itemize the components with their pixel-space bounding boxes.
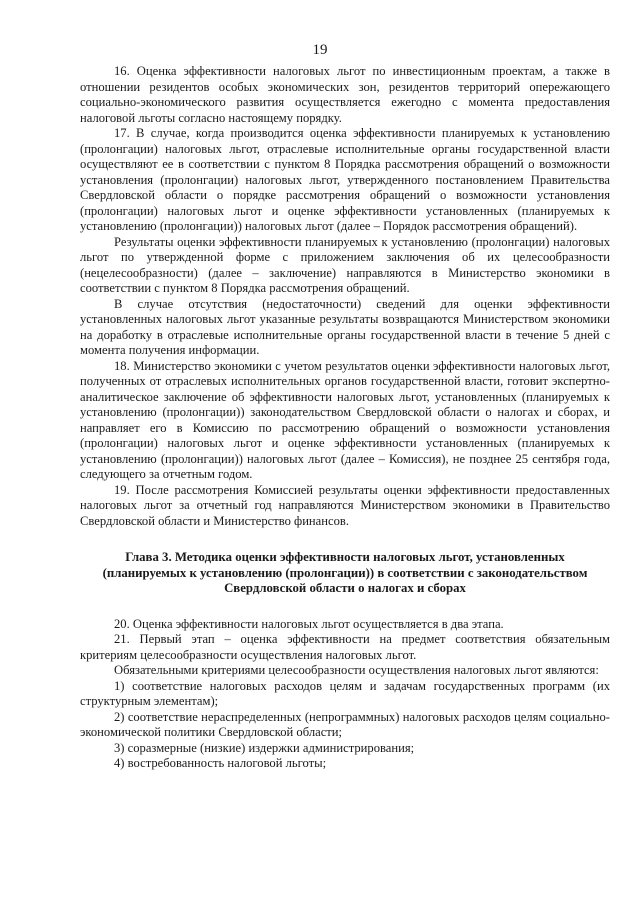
paragraph-evaluation-results: Результаты оценки эффективности планируемых к установлению (пролонгации) налоговых льгот по утвержденной форме с приложением заключения об их целесообразности (нецелесообразности) (далее – заключение) направляются в Министерство экономики в соответствии с пунктом 8 Порядка рассмотрения обращений. (80, 234, 610, 295)
document-body (80, 64, 610, 772)
page-number: 19 (312, 42, 328, 58)
criterion-item-4: 4) востребованность налоговой льготы; (114, 756, 327, 770)
paragraph-criteria-intro: Обязательными критериями целесообразности осуществления налоговых льгот являются: (114, 663, 599, 677)
criterion-item-2: 2) соответствие нераспределенных (непрограммных) налоговых расходов целям социально-экономической политики Свердловской области; (80, 709, 610, 739)
paragraph-insufficient-data: В случае отсутствия (недостаточности) сведений для оценки эффективности установленных налоговых льгот указанные результаты возвращаются Министерством экономики на доработку в отраслевые исполнительные органы государственной власти в течение 5 дней с момента получения информации. (80, 296, 610, 357)
paragraph-item-17: 17. В случае, когда производится оценка эффективности планируемых к установлению (пролонгации) налоговых льгот, отраслевые исполнительные органы государственной власти осуществляют ее в соответствии с пунктом 8 Порядка рассмотрения обращений о возможности установления (пролонгации) налоговых льгот, утвержденного постановлением Правительства Свердловской области о порядке рассмотрения обращений о возможности установления (пролонгации) налоговых льгот и оценке эффективности установленных (планируемых к установлению (пролонгации)) налоговых льгот (далее – Порядок рассмотрения обращений). (80, 126, 610, 233)
paragraph-item-16: 16. Оценка эффективности налоговых льгот по инвестиционным проектам, а также в отношении резидентов особых экономических зон, резидентов территорий опережающего социально-экономического развития осуществляется ежегодно с момента предоставления налоговой льготы согласно настоящему порядку. (80, 64, 610, 125)
paragraph-item-18: 18. Министерство экономики с учетом результатов оценки эффективности налоговых льгот, полученных от отраслевых исполнительных органов государственной власти, готовит экспертно-аналитическое заключение об эффективности налоговых льгот, установленных (планируемых к установлению (пролонгации)) законодательством Свердловской области о налогах и сборах, и направляет его в Комиссию по рассмотрению обращений о возможности установления (пролонгации) налоговых льгот и оценке эффективности установленных (планируемых к установлению (пролонгации)) налоговых льгот (далее – Комиссия), не позднее 25 сентября года, следующего за отчетным годом. (80, 358, 610, 481)
paragraph-item-19: 19. После рассмотрения Комиссией результаты оценки эффективности предоставленных налоговых льгот за отчетный год направляются Министерством экономики в Правительство Свердловской области и Министерство финансов. (80, 482, 610, 528)
criterion-item-1: 1) соответствие налоговых расходов целям и задачам государственных программ (их структурным элементам); (80, 678, 610, 708)
paragraph-item-21: 21. Первый этап – оценка эффективности на предмет соответствия обязательным критериям целесообразности осуществления налоговых льгот. (80, 632, 610, 662)
criterion-item-3: 3) соразмерные (низкие) издержки администрирования; (114, 740, 415, 755)
chapter-heading: Глава 3. Методика оценки эффективности налоговых льгот, установленных (планируемых к установлению (пролонгации)) в соответствии с законодательством Свердловской области о налогах и сборах (102, 550, 588, 595)
paragraph-item-20: 20. Оценка эффективности налоговых льгот осуществляется в два этапа. (114, 616, 504, 631)
